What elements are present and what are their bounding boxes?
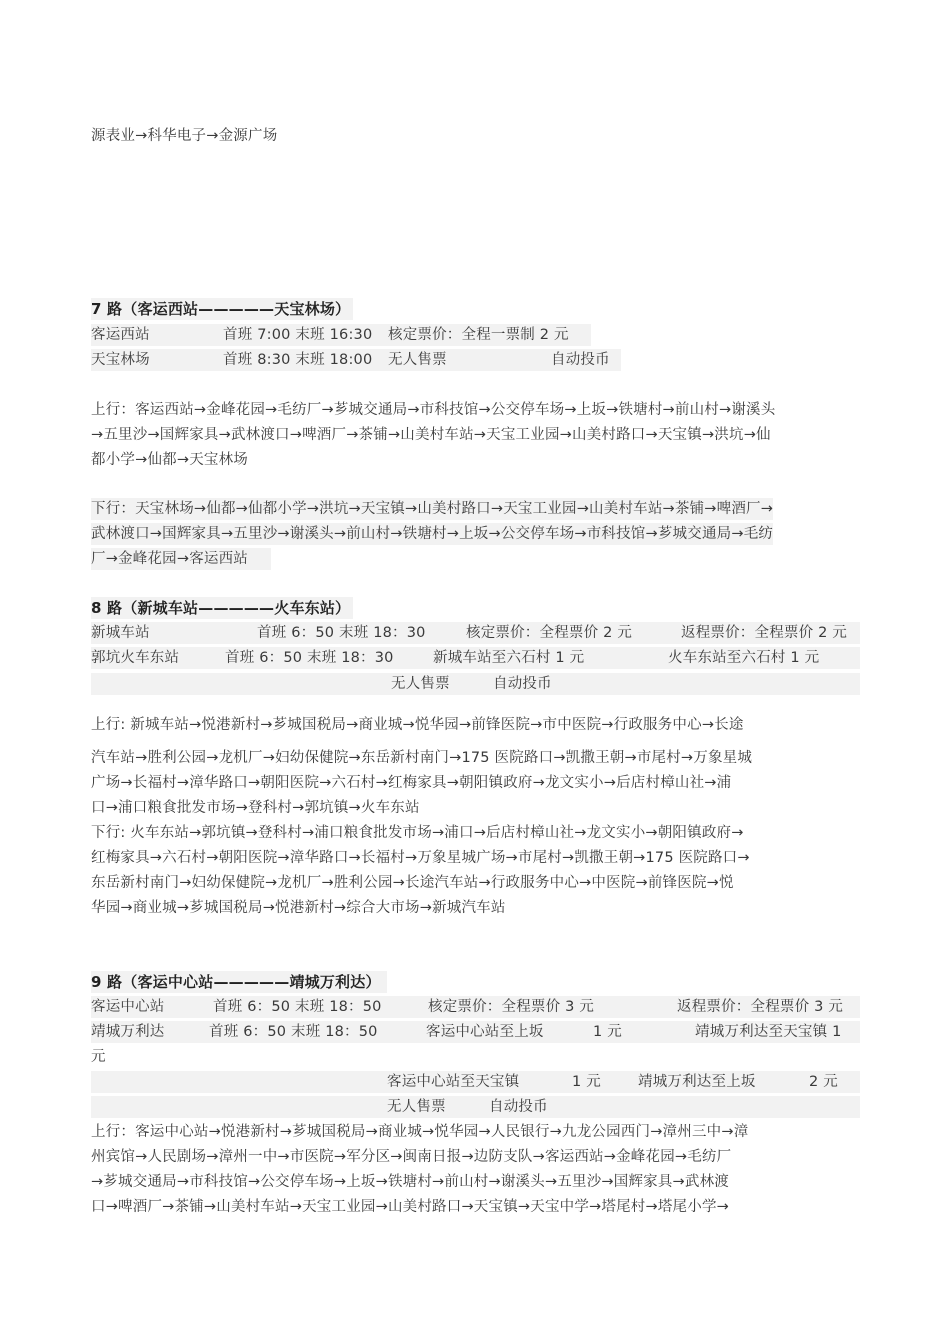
route-7-up-line: 都小学→仙都→天宝林场	[91, 452, 248, 468]
route-9-segment-fare-2: 靖城万利达至天宝镇 1	[695, 1024, 842, 1040]
route-9-coin-note: 自动投币	[489, 1099, 548, 1115]
route-8-down-line: 下行: 火车东站→郭坑镇→登科村→浦口粮食批发市场→浦口→后店村樟山社→龙文实小→朝阳镇政府→	[91, 825, 744, 841]
route-8-schedule-row-2	[91, 647, 860, 669]
route-7-start-station: 客运西站	[91, 327, 150, 343]
route-7-down-line: 厂→金峰花园→客运西站	[91, 548, 271, 570]
route-7-schedule-row-2	[91, 349, 621, 371]
route-8-schedule-row-3	[91, 673, 860, 695]
route-7-down-line: 武林渡口→国辉家具→五里沙→谢溪头→前山村→铁塘村→上坂→公交停车场→市科技馆→芗城交通局→毛纺	[91, 523, 773, 545]
route-8-up-line: 广场→长福村→漳华路口→朝阳医院→六石村→红梅家具→朝阳镇政府→龙文实小→后店村樟山社→浦	[91, 775, 732, 791]
route-9-start-station: 客运中心站	[91, 999, 165, 1015]
route-9-up-line: 州宾馆→人民剧场→漳州一中→市医院→军分区→闽南日报→边防支队→客运西站→金峰花园→毛纺厂	[91, 1149, 732, 1165]
route-9-segment-fare-1-price: 1 元	[593, 1024, 622, 1040]
route-8-up-line: 口→浦口粮食批发市场→登科村→郭坑镇→火车东站	[91, 800, 420, 816]
route-9-segment-fare-4: 靖城万利达至上坂	[638, 1074, 756, 1090]
route-7-title: 7 路（客运西站—————天宝林场）	[91, 298, 353, 320]
route-9-schedule-row-2	[91, 1021, 860, 1043]
route-8-down-line: 红梅家具→六石村→朝阳医院→漳华路口→长福村→万象星城广场→市尾村→凯撒王朝→175 医院路口→	[91, 850, 750, 866]
route-9-segment-fare-3-price: 1 元	[572, 1074, 601, 1090]
route-9-end-station: 靖城万利达	[91, 1024, 165, 1040]
route-8-fare: 核定票价：全程票价 2 元	[466, 625, 633, 641]
route-9-schedule-row-3	[91, 1071, 860, 1093]
route-9-segment-fare-2-wrap: 元	[91, 1049, 106, 1065]
route-9-up-line: 上行：客运中心站→悦港新村→芗城国税局→商业城→悦华园→人民银行→九龙公园西门→漳州三中→漳	[91, 1124, 749, 1140]
route-8-end-station: 郭坑火车东站	[91, 650, 180, 666]
route-9-schedule-row-4	[91, 1096, 860, 1118]
route-9-segment-fare-1: 客运中心站至上坂	[426, 1024, 544, 1040]
route-6-tail-line: 源表业→科华电子→金源广场	[91, 128, 278, 144]
route-8-schedule-row-1	[91, 622, 860, 644]
route-8-return-fare: 返程票价：全程票价 2 元	[681, 625, 848, 641]
route-9-start-times: 首班 6：50 末班 18：50	[213, 999, 382, 1015]
route-9-end-times: 首班 6：50 末班 18：50	[209, 1024, 378, 1040]
route-8-end-times: 首班 6：50 末班 18：30	[225, 650, 394, 666]
route-7-unmanned-note: 无人售票	[388, 352, 447, 368]
route-8-segment-fare-2: 火车东站至六石村 1 元	[668, 650, 820, 666]
route-7-end-times: 首班 8:30 末班 18:00	[223, 352, 373, 368]
route-7-up-line: →五里沙→国辉家具→武林渡口→啤酒厂→茶铺→山美村车站→天宝工业园→山美村路口→天宝镇→洪坑→仙	[91, 427, 771, 443]
route-7-up-line: 上行：客运西站→金峰花园→毛纺厂→芗城交通局→市科技馆→公交停车场→上坂→铁塘村→前山村→谢溪头	[91, 402, 776, 418]
route-9-up-line: →芗城交通局→市科技馆→公交停车场→上坂→铁塘村→前山村→谢溪头→五里沙→国辉家具→武林渡	[91, 1174, 729, 1190]
route-8-down-line: 华园→商业城→芗城国税局→悦港新村→综合大市场→新城汽车站	[91, 900, 506, 916]
route-8-up-line: 汽车站→胜利公园→龙机厂→妇幼保健院→东岳新村南门→175 医院路口→凯撒王朝→市尾村→万象星城	[91, 750, 753, 766]
route-8-title: 8 路（新城车站—————火车东站）	[91, 597, 353, 619]
route-9-schedule-row-1	[91, 996, 860, 1018]
route-9-up-line: 口→啤酒厂→茶铺→山美村车站→天宝工业园→山美村路口→天宝镇→天宝中学→塔尾村→塔尾小学→	[91, 1199, 729, 1215]
route-8-unmanned-note: 无人售票	[391, 676, 450, 692]
route-9-fare: 核定票价：全程票价 3 元	[428, 999, 595, 1015]
route-9-return-fare: 返程票价：全程票价 3 元	[677, 999, 844, 1015]
route-9-segment-fare-3: 客运中心站至天宝镇	[387, 1074, 520, 1090]
route-8-down-line: 东岳新村南门→妇幼保健院→龙机厂→胜利公园→长途汽车站→行政服务中心→中医院→前锋医院→悦	[91, 875, 734, 891]
route-8-start-times: 首班 6：50 末班 18：30	[257, 625, 426, 641]
route-8-coin-note: 自动投币	[493, 676, 552, 692]
route-8-start-station: 新城车站	[91, 625, 150, 641]
route-7-schedule-row-1	[91, 324, 591, 346]
route-9-title: 9 路（客运中心站—————靖城万利达）	[91, 971, 387, 993]
route-8-up-line: 上行: 新城车站→悦港新村→芗城国税局→商业城→悦华园→前锋医院→市中医院→行政服务中心→长途	[91, 717, 744, 733]
route-7-end-station: 天宝林场	[91, 352, 150, 368]
route-7-down-line: 下行：天宝林场→仙都→仙都小学→洪坑→天宝镇→山美村路口→天宝工业园→山美村车站→茶铺→啤酒厂→	[91, 498, 773, 520]
route-8-segment-fare-1: 新城车站至六石村 1 元	[433, 650, 585, 666]
route-7-fare: 核定票价：全程一票制 2 元	[388, 327, 569, 343]
route-9-segment-fare-4-price: 2 元	[809, 1074, 838, 1090]
route-9-unmanned-note: 无人售票	[387, 1099, 446, 1115]
route-7-coin-note: 自动投币	[551, 352, 610, 368]
route-7-start-times: 首班 7:00 末班 16:30	[223, 327, 373, 343]
